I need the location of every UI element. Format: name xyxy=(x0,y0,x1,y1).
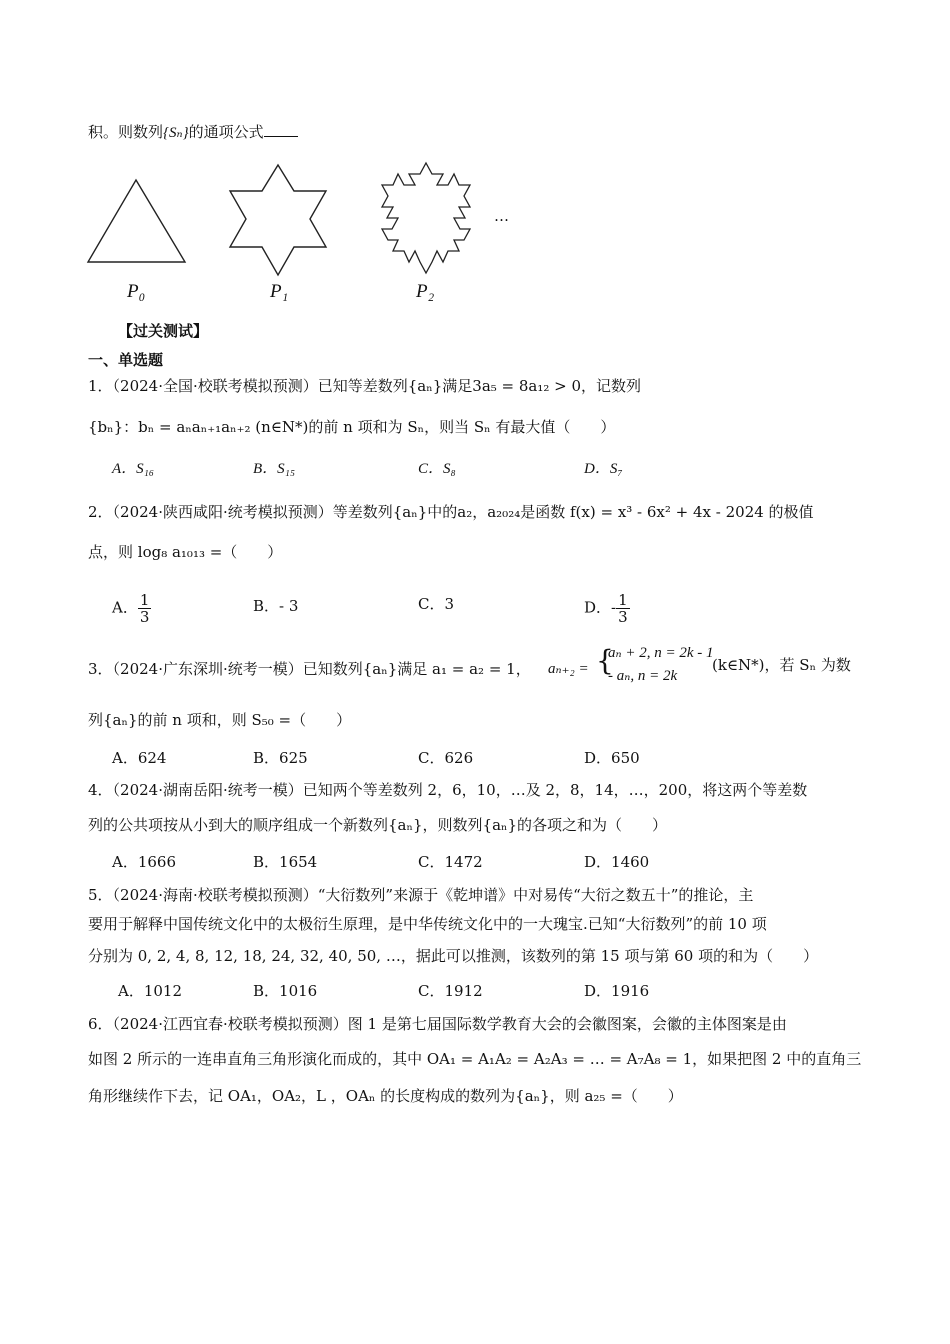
q2-option-c[interactable]: C．3 xyxy=(418,595,455,613)
q5-option-b[interactable]: B．1016 xyxy=(253,982,318,1000)
q3-brace: { xyxy=(596,644,614,677)
q4-option-d[interactable]: D．1460 xyxy=(584,853,650,871)
q5-option-c[interactable]: C．1912 xyxy=(418,982,483,1000)
q6-line3: 角形继续作下去，记 OA₁，OA₂，L ，OAₙ 的长度构成的数列为{aₙ}，则 a₂₅ =（ ） xyxy=(88,1087,683,1105)
q1-line1: 1．（2024·全国·校联考模拟预测）已知等差数列{aₙ}满足3a₅ = 8a₁₂ > 0，记数列 xyxy=(88,377,642,395)
q3-line2: 列{aₙ}的前 n 项和，则 S₅₀ =（ ） xyxy=(88,711,352,729)
q1-option-c[interactable]: C．S₈ xyxy=(418,461,456,477)
q1-option-a[interactable]: A．S₁₆ xyxy=(112,461,155,477)
q4-option-b[interactable]: B．1654 xyxy=(253,853,318,871)
q3-option-a[interactable]: A．624 xyxy=(112,749,167,767)
q5-option-d[interactable]: D．1916 xyxy=(584,982,650,1000)
q4-line2: 列的公共项按从小到大的顺序组成一个新数列{aₙ}，则数列{aₙ}的各项之和为（ ） xyxy=(88,816,668,834)
q4-option-a[interactable]: A．1666 xyxy=(112,853,177,871)
fraction-one-third: $\frac{1}{3}$ xyxy=(139,591,150,626)
q2-option-a[interactable]: A． $\frac{1}{3}$ xyxy=(112,591,150,626)
q1-option-d[interactable]: D．S₇ xyxy=(584,461,623,477)
q3-condition: (k∈N*)，若 Sₙ 为数 xyxy=(712,656,851,674)
intro-line: 积。则数列{Sₙ}的通项公式 xyxy=(88,122,298,143)
q4-line1: 4．（2024·湖南岳阳·统考一模）已知两个等差数列 2，6，10，…及 2，8，14，…，200，将这两个等差数 xyxy=(88,781,808,799)
q2-line2: 点，则 log₈ a₁₀₁₃ =（ ） xyxy=(88,543,283,561)
q2-option-b[interactable]: B．- 3 xyxy=(253,597,299,615)
q1-line2: {bₙ}：bₙ = aₙaₙ₊₁aₙ₊₂ (n∈N*)的前 n 项和为 Sₙ，则当 Sₙ 有最大值（ ） xyxy=(88,418,616,436)
figure-p2-snowflake xyxy=(382,163,470,273)
q3-option-c[interactable]: C．626 xyxy=(418,749,474,767)
q5-line2: 要用于解释中国传统文化中的太极衍生原理，是中华传统文化中的一大瑰宝.已知“大衍数列”的前 10 项 xyxy=(88,915,767,933)
figure-label-p1: P₁ xyxy=(270,281,289,302)
q4-option-c[interactable]: C．1472 xyxy=(418,853,483,871)
q2-line1: 2．（2024·陕西咸阳·统考模拟预测）等差数列{aₙ}中的a₂，a₂₀₂₄是函数 f(x) = x³ - 6x² + 4x - 2024 的极值 xyxy=(88,503,814,521)
section-subtitle: 一、单选题 xyxy=(88,351,164,369)
figure-label-p2: P₂ xyxy=(416,281,435,302)
koch-snowflake-figures xyxy=(0,0,950,310)
figure-p0-triangle xyxy=(88,180,185,262)
figure-label-p0: P₀ xyxy=(127,281,146,302)
q3-piece2: - aₙ, n = 2k xyxy=(608,668,678,684)
q3-option-d[interactable]: D．650 xyxy=(584,749,640,767)
q5-line3: 分别为 0, 2, 4, 8, 12, 18, 24, 32, 40, 50, …，据此可以推测，该数列的第 15 项与第 60 项的和为（ ） xyxy=(88,947,819,965)
q6-line2: 如图 2 所示的一连串直角三角形演化而成的，其中 OA₁ = A₁A₂ = A₂A₃ = … = A₇A₈ = 1，如果把图 2 中的直角三 xyxy=(88,1050,862,1068)
figure-p1-star xyxy=(230,165,326,275)
q2-option-d[interactable]: D．- $\frac{1}{3}$ xyxy=(584,591,628,626)
q3-lhs: aₙ₊₂ = xyxy=(548,661,589,677)
figure-ellipsis: … xyxy=(494,207,509,225)
q5-line1: 5．（2024·海南·校联考模拟预测）“大衍数列”来源于《乾坤谱》中对易传“大衍之数五十”的推论，主 xyxy=(88,886,754,904)
q6-line1: 6．（2024·江西宜春·校联考模拟预测）图 1 是第七届国际数学教育大会的会徽图案，会徽的主体图案是由 xyxy=(88,1015,787,1033)
fraction-neg-one-third: $\frac{1}{3}$ xyxy=(618,591,628,626)
q5-option-a[interactable]: A．1012 xyxy=(118,982,183,1000)
q1-option-b[interactable]: B．S₁₅ xyxy=(253,461,296,477)
q3-piece1: aₙ + 2, n = 2k - 1 xyxy=(608,645,714,661)
q3-option-b[interactable]: B．625 xyxy=(253,749,308,767)
section-title: 【过关测试】 xyxy=(118,322,209,340)
q3-line1a: 3．（2024·广东深圳·统考一模）已知数列{aₙ}满足 a₁ = a₂ = 1， xyxy=(88,660,531,678)
sequence-s: {Sₙ} xyxy=(163,125,189,141)
